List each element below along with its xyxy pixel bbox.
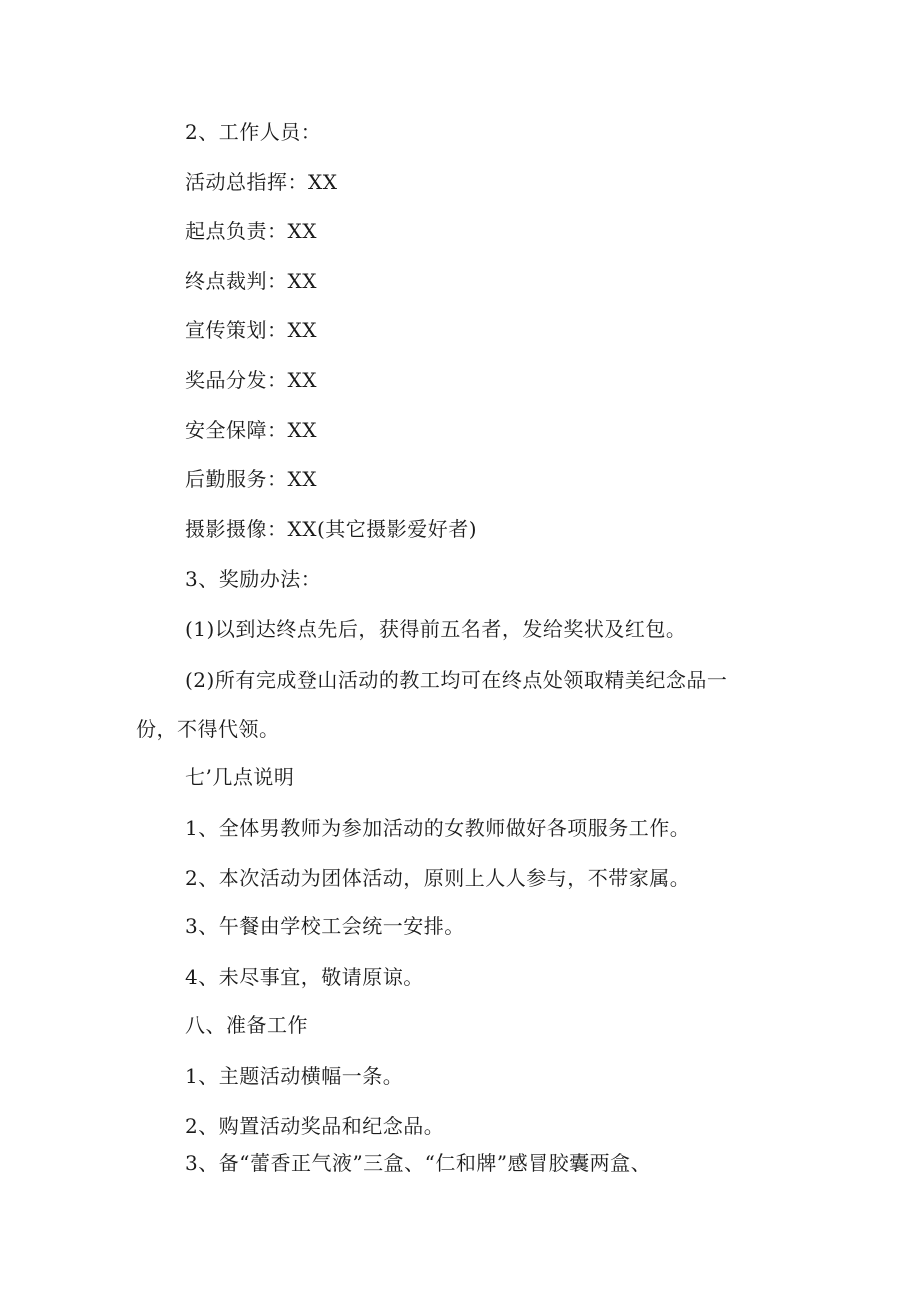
section-heading-staff: 2、工作人员： xyxy=(185,120,322,144)
note-item-4: 4、未尽事宜，敬请原谅。 xyxy=(185,965,424,989)
note-item-3: 3、午餐由学校工会统一安排。 xyxy=(185,914,465,938)
note-item-1: 1、全体男教师为参加活动的女教师做好各项服务工作。 xyxy=(185,816,691,840)
staff-finish-judge: 终点裁判：XX xyxy=(185,269,317,293)
section-heading-notes: 七’几点说明 xyxy=(185,765,295,789)
prep-item-2: 2、购置活动奖品和纪念品。 xyxy=(185,1114,445,1138)
prep-item-1: 1、主题活动横幅一条。 xyxy=(185,1064,404,1088)
staff-safety: 安全保障：XX xyxy=(185,418,317,442)
prep-item-3: 3、备“蕾香正气液”三盒、“仁和牌”感冒胶囊两盒、 xyxy=(185,1151,652,1175)
reward-item-1: (1)以到达终点先后，获得前五名者，发给奖状及红包。 xyxy=(185,617,687,641)
staff-start: 起点负责：XX xyxy=(185,219,317,243)
staff-publicity: 宣传策划：XX xyxy=(185,318,317,342)
reward-item-2: (2)所有完成登山活动的教工均可在终点处领取精美纪念品一 xyxy=(185,668,728,692)
section-heading-preparation: 八、准备工作 xyxy=(185,1013,308,1037)
staff-prizes: 奖品分发：XX xyxy=(185,368,317,392)
staff-commander: 活动总指挥：XX xyxy=(185,170,338,194)
section-heading-rewards: 3、奖励办法： xyxy=(185,567,322,591)
reward-item-2-continued: 份，不得代领。 xyxy=(136,717,280,741)
staff-logistics: 后勤服务：XX xyxy=(185,467,317,491)
note-item-2: 2、本次活动为团体活动，原则上人人参与，不带家属。 xyxy=(185,866,691,890)
staff-photography: 摄影摄像：XX(其它摄影爱好者) xyxy=(185,517,478,541)
